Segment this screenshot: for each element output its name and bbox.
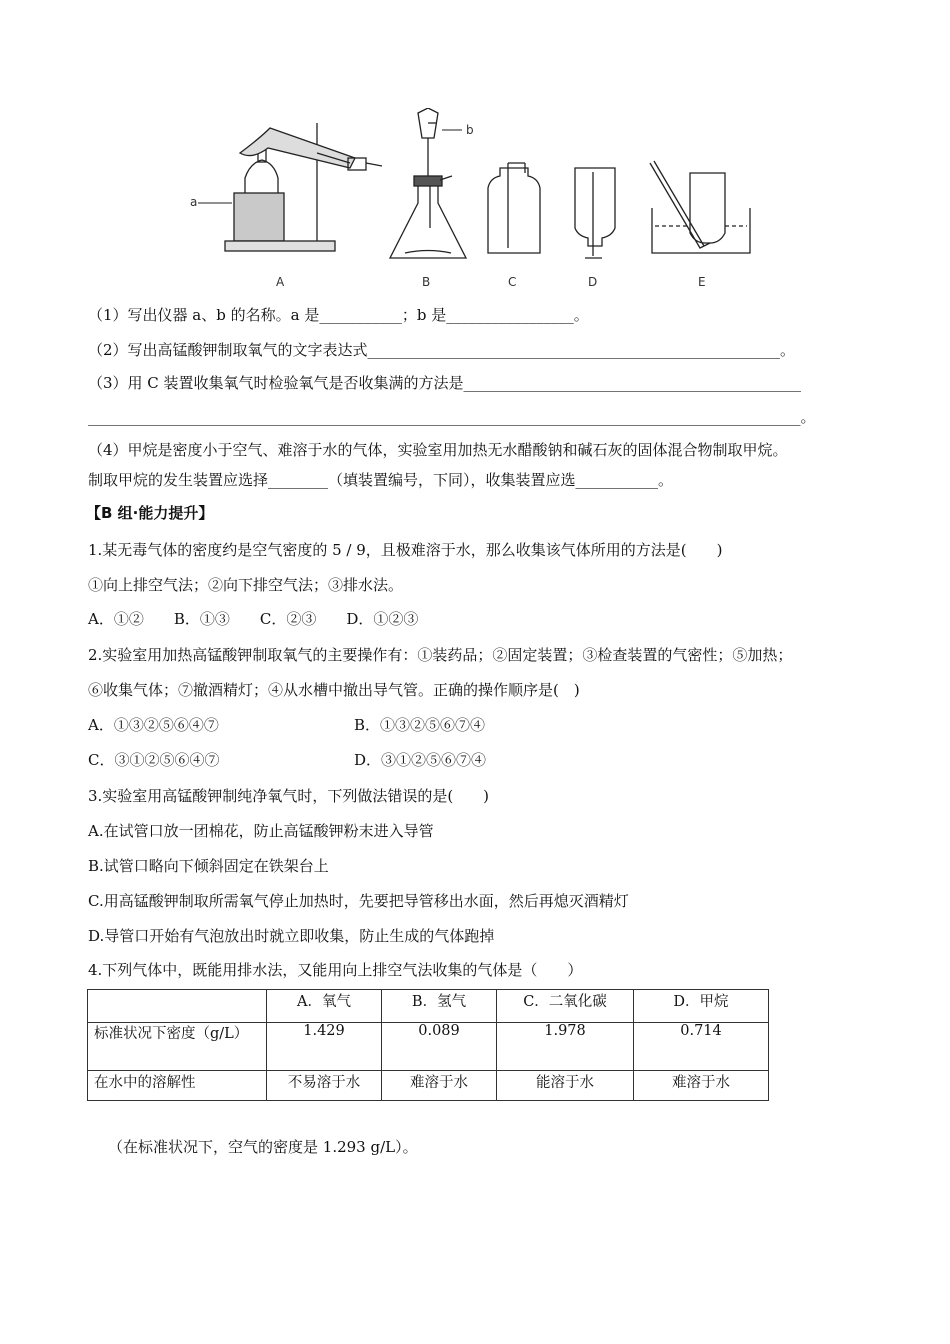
figure-label-c: C (508, 275, 517, 289)
table-cell: 能溶于水 (497, 1071, 634, 1101)
mcq-3-option-c: C.用高锰酸钾制取所需氧气停止加热时，先要把导管移出水面，然后再熄灭酒精灯 (88, 892, 629, 910)
question-3-line2: _______________________________________________________________________________________________。 (88, 408, 816, 426)
apparatus-c-bottle (488, 163, 540, 253)
figure-label-a: A (276, 275, 285, 289)
apparatus-e-trough (650, 161, 750, 253)
mcq-2-option-d: D．③①②⑤⑥⑦④ (354, 751, 487, 769)
question-4-line1: （4）甲烷是密度小于空气、难溶于水的气体，实验室用加热无水醋酸钠和碱石灰的固体混合物制取甲烷。 (88, 441, 788, 459)
mcq-2-option-b: B．①③②⑤⑥⑦④ (354, 716, 486, 734)
figure-callout-b: b (466, 123, 474, 137)
table-row-density (88, 1023, 769, 1071)
air-density-note: （在标准状况下，空气的密度是 1.293 g/L）。 (108, 1138, 418, 1156)
table-cell: 不易溶于水 (267, 1071, 382, 1101)
figure-callout-a: a (190, 195, 198, 209)
figure-label-e: E (698, 275, 706, 289)
apparatus-b-flask (390, 108, 466, 258)
mcq-2-stem-line1: 2.实验室用加热高锰酸钾制取氧气的主要操作有：①装药品；②固定装置；③检查装置的气密性；⑤加热； (88, 646, 793, 664)
gas-properties-table (87, 989, 769, 1101)
figure-label-b: B (422, 275, 431, 289)
mcq-2-option-c: C．③①②⑤⑥④⑦ (88, 751, 220, 769)
table-row-solubility-label: 在水中的溶解性 (88, 1071, 267, 1101)
table-cell: 0.714 (634, 1023, 769, 1071)
question-2: （2）写出高锰酸钾制取氧气的文字表达式_______________________________________________________。 (88, 341, 796, 359)
section-b-title: 【B 组·能力提升】 (86, 504, 214, 522)
table-row-density-label: 标准状况下密度（g/L） (88, 1023, 267, 1071)
mcq-3-option-d: D.导管口开始有气泡放出时就立即收集，防止生成的气体跑掉 (88, 927, 495, 945)
table-header-methane: D．甲烷 (634, 990, 769, 1023)
apparatus-a-heating (198, 123, 382, 251)
question-3-line1: （3）用 C 装置收集氧气时检验氧气是否收集满的方法是_____________________________________________ (88, 374, 802, 392)
table-cell: 难溶于水 (382, 1071, 497, 1101)
apparatus-figure (190, 108, 760, 293)
table-cell: 1.429 (267, 1023, 382, 1071)
mcq-3-option-a: A.在试管口放一团棉花，防止高锰酸钾粉末进入导管 (88, 822, 434, 840)
table-cell: 1.978 (497, 1023, 634, 1071)
table-header-empty (88, 990, 267, 1023)
apparatus-d-inverted-bottle (575, 168, 615, 258)
figure-label-d: D (588, 275, 598, 289)
table-header-row (88, 990, 769, 1023)
mcq-3-option-b: B.试管口略向下倾斜固定在铁架台上 (88, 857, 329, 875)
mcq-4-stem: 4.下列气体中，既能用排水法，又能用向上排空气法收集的气体是（ ） (88, 961, 583, 979)
mcq-1-methods: ①向上排空气法；②向下排空气法；③排水法。 (88, 576, 404, 594)
table-header-oxygen: A．氧气 (267, 990, 382, 1023)
mcq-2-option-a: A．①③②⑤⑥④⑦ (88, 716, 219, 734)
table-row-solubility (88, 1071, 769, 1101)
table-header-co2: C．二氧化碳 (497, 990, 634, 1023)
mcq-1-stem: 1.某无毒气体的密度约是空气密度的 5 / 9，且极难溶于水，那么收集该气体所用的方法是( ) (88, 541, 723, 559)
mcq-1-options: A．①② B．①③ C．②③ D．①②③ (88, 610, 419, 628)
mcq-3-stem: 3.实验室用高锰酸钾制纯净氧气时，下列做法错误的是( ) (88, 787, 490, 805)
question-1: （1）写出仪器 a、b 的名称。a 是___________；b 是_________________。 (88, 306, 589, 324)
table-cell: 难溶于水 (634, 1071, 769, 1101)
table-cell: 0.089 (382, 1023, 497, 1071)
question-4-line2: 制取甲烷的发生装置应选择________（填装置编号，下同），收集装置应选___________。 (88, 471, 674, 489)
mcq-2-stem-line2: ⑥收集气体；⑦撤酒精灯；④从水槽中撤出导气管。正确的操作顺序是( ) (88, 681, 580, 699)
table-header-hydrogen: B．氢气 (382, 990, 497, 1023)
